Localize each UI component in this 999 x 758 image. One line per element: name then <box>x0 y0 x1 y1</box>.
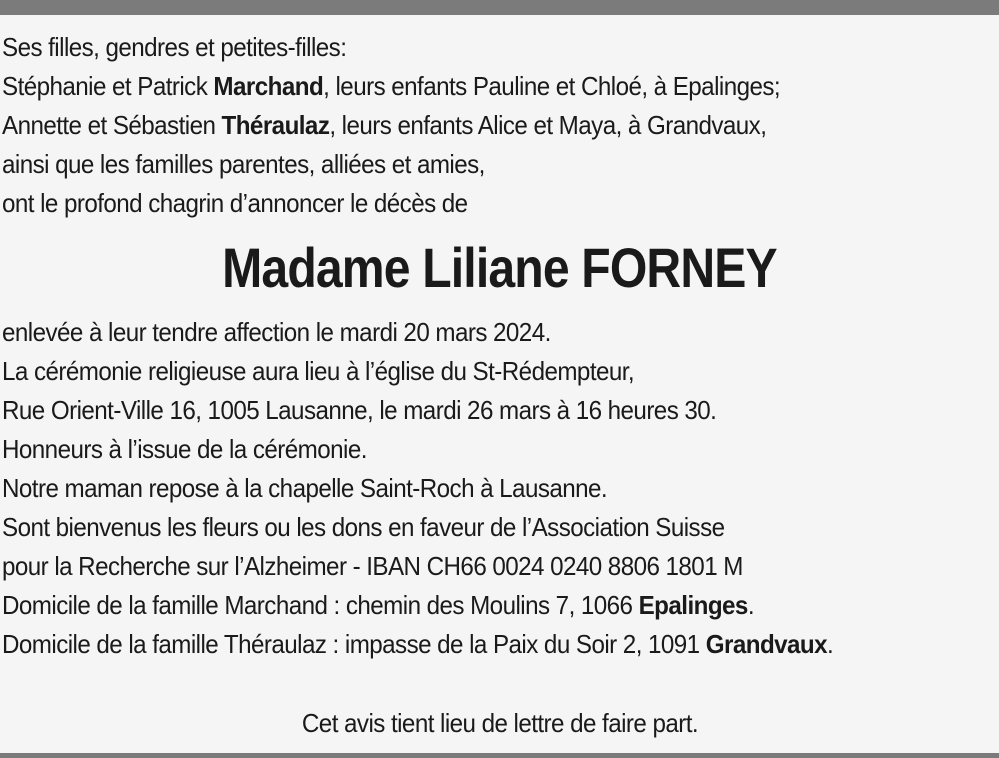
deceased-name: Madame Liliane FORNEY <box>222 236 777 299</box>
footer-text: Cet avis tient lieu de lettre de faire part. <box>301 708 698 738</box>
intro-line-3-pre: Annette et Sébastien <box>2 110 222 140</box>
deceased-name-heading <box>0 232 999 304</box>
body-line-8 <box>2 586 927 625</box>
top-border-rule <box>0 0 999 15</box>
intro-line-4: ainsi que les familles parentes, alliées et amies, <box>2 149 485 179</box>
bottom-border-rule <box>0 753 999 758</box>
surname-theraulaz: Théraulaz <box>221 110 330 140</box>
body-line-6: Sont bienvenus les fleurs ou les dons en faveur de l’Association Suisse <box>2 512 725 542</box>
body-line-9-post: . <box>827 629 834 659</box>
intro-line-2-pre: Stéphanie et Patrick <box>2 71 214 101</box>
body-line-8-pre: Domicile de la famille Marchand : chemin des Moulins 7, 1066 <box>2 590 639 620</box>
body-paragraph <box>2 313 997 664</box>
body-line-3: Rue Orient-Ville 16, 1005 Lausanne, le mardi 26 mars à 16 heures 30. <box>2 395 717 425</box>
locality-epalinges: Epalinges <box>638 590 748 620</box>
body-line-7: pour la Recherche sur l’Alzheimer - IBAN CH66 0024 0240 8806 1801 M <box>2 551 743 581</box>
surname-marchand: Marchand <box>213 71 324 101</box>
intro-line-1: Ses filles, gendres et petites-filles: <box>2 32 347 62</box>
body-line-9 <box>2 625 927 664</box>
body-line-1: enlevée à leur tendre affection le mardi 20 mars 2024. <box>2 317 551 347</box>
intro-paragraph <box>2 28 997 223</box>
body-line-9-pre: Domicile de la famille Théraulaz : impasse de la Paix du Soir 2, 1091 <box>2 629 706 659</box>
intro-line-2-post: , leurs enfants Pauline et Chloé, à Epalinges; <box>323 71 781 101</box>
intro-line-3-post: , leurs enfants Alice et Maya, à Grandvaux, <box>329 110 767 140</box>
body-line-8-post: . <box>747 590 754 620</box>
body-line-4: Honneurs à l’issue de la cérémonie. <box>2 434 367 464</box>
body-line-5: Notre maman repose à la chapelle Saint-Roch à Lausanne. <box>2 473 608 503</box>
locality-grandvaux: Grandvaux <box>705 629 828 659</box>
body-line-2: La cérémonie religieuse aura lieu à l’église du St-Rédempteur, <box>2 356 635 386</box>
footer-note <box>0 704 999 743</box>
intro-line-3 <box>2 106 927 145</box>
intro-line-5: ont le profond chagrin d’annoncer le décès de <box>2 188 468 218</box>
intro-line-2 <box>2 67 927 106</box>
